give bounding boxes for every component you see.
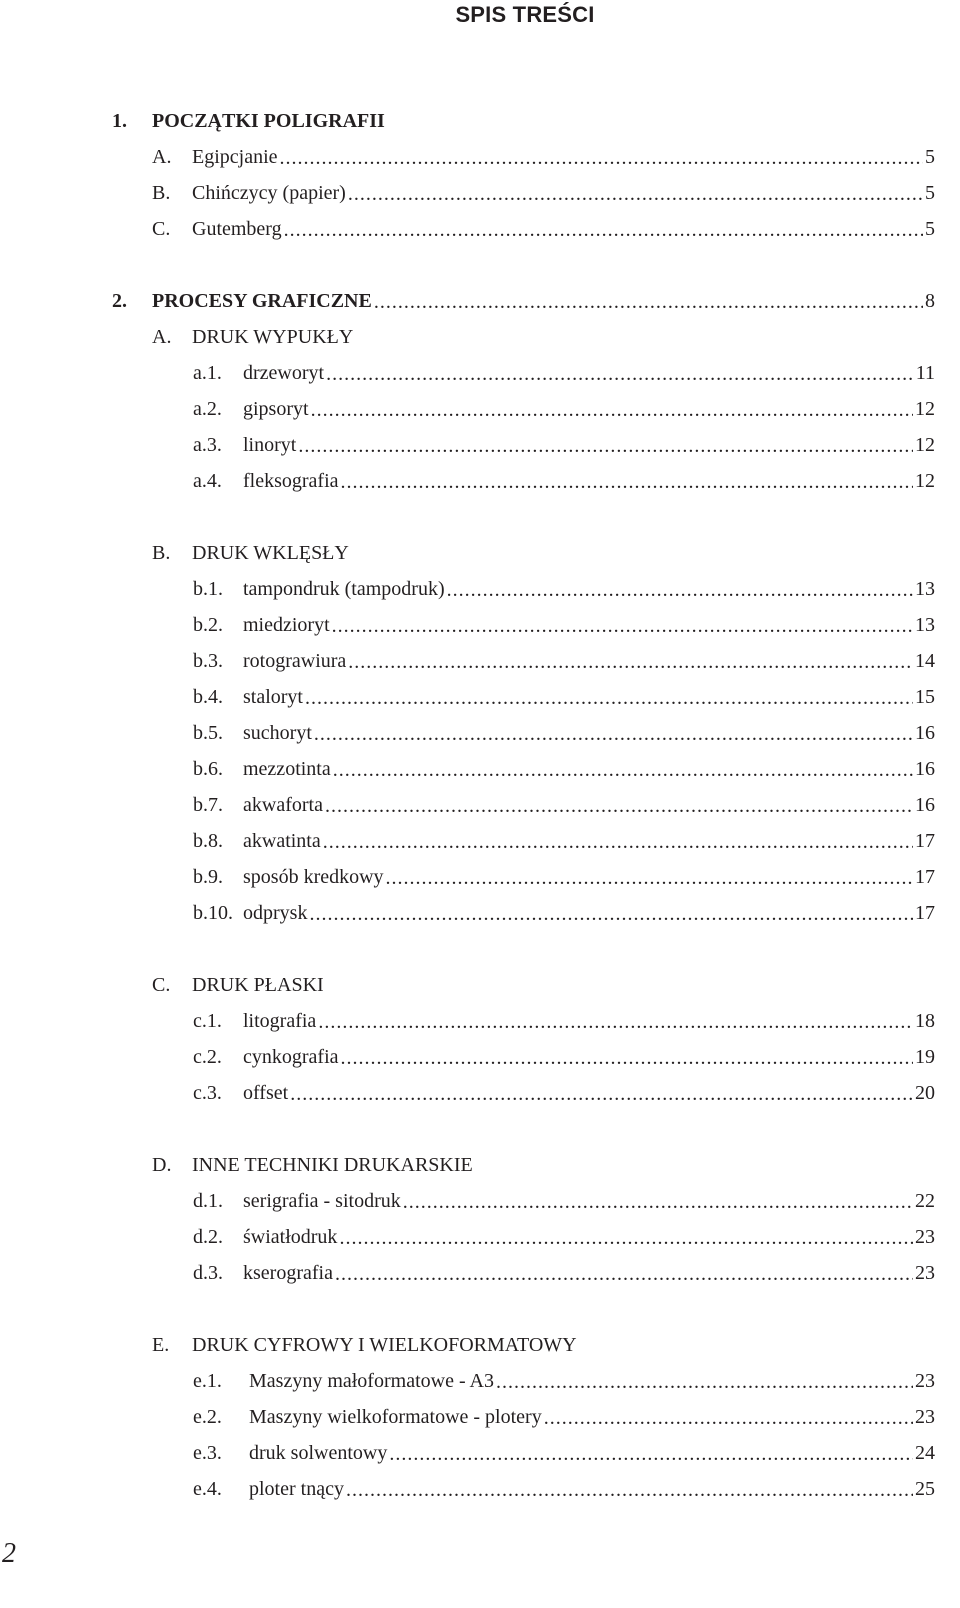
toc-label: DRUK PŁASKI: [192, 974, 324, 996]
toc-entry[interactable]: [193, 578, 935, 606]
toc-entry[interactable]: [193, 614, 935, 642]
toc-label: fleksografia: [243, 470, 339, 492]
toc-label: linoryt: [243, 434, 297, 456]
toc-number: c.2.: [193, 1046, 222, 1068]
dot-leader: [323, 831, 913, 853]
dot-leader: [298, 435, 913, 457]
toc-page-number: 23: [915, 1370, 935, 1392]
toc-number: A.: [152, 146, 172, 168]
toc-page-number: 14: [915, 650, 935, 672]
toc-entry[interactable]: [152, 182, 935, 210]
toc-number: e.3.: [193, 1442, 222, 1464]
toc-entry[interactable]: [193, 1406, 935, 1434]
toc-page-number: 5: [925, 146, 935, 168]
toc-number: a.3.: [193, 434, 222, 456]
toc-label: DRUK WKLĘSŁY: [192, 542, 349, 564]
toc-label: Maszyny wielkoformatowe - plotery: [249, 1406, 542, 1428]
toc-chapter[interactable]: [112, 290, 935, 318]
toc-number: E.: [152, 1334, 170, 1356]
toc-page-number: 12: [915, 398, 935, 420]
toc-page-number: 11: [915, 362, 935, 384]
toc-number: a.2.: [193, 398, 222, 420]
toc-number: b.2.: [193, 614, 223, 636]
dot-leader: [389, 1443, 913, 1465]
toc-label: rotograwiura: [243, 650, 347, 672]
toc-page-number: 25: [915, 1478, 935, 1500]
toc-number: C.: [152, 218, 171, 240]
dot-leader: [335, 1263, 913, 1285]
toc-number: a.1.: [193, 362, 222, 384]
toc-page-number: 23: [915, 1262, 935, 1284]
toc-page-number: 16: [915, 758, 935, 780]
toc-page-number: 13: [915, 614, 935, 636]
toc-page-number: 5: [925, 218, 935, 240]
toc-page-number: 15: [915, 686, 935, 708]
toc-number: c.1.: [193, 1010, 222, 1032]
toc-number: e.4.: [193, 1478, 222, 1500]
toc-label: akwaforta: [243, 794, 323, 816]
toc-label: sposób kredkowy: [243, 866, 384, 888]
toc-entry[interactable]: [193, 722, 935, 750]
toc-number: 1.: [112, 110, 127, 132]
toc-entry[interactable]: [152, 218, 935, 246]
dot-leader: [544, 1407, 913, 1429]
toc-number: D.: [152, 1154, 172, 1176]
toc-page-number: 22: [915, 1190, 935, 1212]
toc-label: światłodruk: [243, 1226, 338, 1248]
dot-leader: [305, 687, 913, 709]
toc-page-number: 23: [915, 1406, 935, 1428]
dot-leader: [403, 1191, 913, 1213]
toc-entry[interactable]: [193, 1082, 935, 1110]
toc-label: suchoryt: [243, 722, 312, 744]
toc-label: miedzioryt: [243, 614, 330, 636]
toc-entry[interactable]: [193, 650, 935, 678]
toc-number: b.5.: [193, 722, 223, 744]
toc-page-number: 24: [915, 1442, 935, 1464]
toc-label: tampondruk (tampodruk): [243, 578, 445, 600]
dot-leader: [326, 363, 914, 385]
toc-number: d.1.: [193, 1190, 223, 1212]
dot-leader: [348, 651, 913, 673]
dot-leader: [341, 1047, 913, 1069]
toc-label: akwatinta: [243, 830, 321, 852]
toc-entry[interactable]: [193, 398, 935, 426]
toc-number: b.4.: [193, 686, 223, 708]
toc-entry[interactable]: [193, 1010, 935, 1038]
dot-leader: [309, 903, 913, 925]
toc-label: litografia: [243, 1010, 317, 1032]
toc-page-number: 23: [915, 1226, 935, 1248]
toc-entry[interactable]: [193, 830, 935, 858]
toc-label: Gutemberg: [192, 218, 282, 240]
toc-page-number: 17: [915, 902, 935, 924]
toc-page-number: 13: [915, 578, 935, 600]
toc-number: B.: [152, 182, 171, 204]
toc-label: DRUK WYPUKŁY: [192, 326, 354, 348]
toc-label: PROCESY GRAFICZNE: [152, 290, 372, 312]
toc-label: mezzotinta: [243, 758, 331, 780]
dot-leader: [333, 759, 913, 781]
toc-page-number: 12: [915, 434, 935, 456]
toc-entry[interactable]: [193, 1046, 935, 1074]
toc-label: odprysk: [243, 902, 308, 924]
toc-page-number: 12: [915, 470, 935, 492]
toc-entry[interactable]: [193, 1478, 935, 1506]
dot-leader: [386, 867, 913, 889]
toc-number: a.4.: [193, 470, 222, 492]
toc-entry[interactable]: [193, 866, 935, 894]
page-title: SPIS TREŚCI: [455, 2, 595, 27]
toc-entry[interactable]: [193, 902, 935, 930]
toc-number: b.9.: [193, 866, 223, 888]
toc-section[interactable]: [152, 1334, 935, 1362]
toc-number: b.10.: [193, 902, 233, 924]
toc-number: d.3.: [193, 1262, 223, 1284]
toc-page-number: 5: [925, 182, 935, 204]
toc-entry[interactable]: [193, 1370, 935, 1398]
page-number: 2: [2, 1538, 16, 1569]
toc-entry[interactable]: [193, 686, 935, 714]
toc-number: 2.: [112, 290, 127, 312]
toc-section[interactable]: [152, 326, 935, 354]
toc-label: gipsoryt: [243, 398, 309, 420]
toc-label: POCZĄTKI POLIGRAFII: [152, 110, 385, 132]
toc-label: offset: [243, 1082, 289, 1104]
toc-page-number: 18: [915, 1010, 935, 1032]
toc-label: DRUK CYFROWY I WIELKOFORMATOWY: [192, 1334, 577, 1356]
dot-leader: [325, 795, 913, 817]
toc-entry[interactable]: [193, 470, 935, 498]
toc-number: b.1.: [193, 578, 223, 600]
toc-label: staloryt: [243, 686, 303, 708]
toc-page-number: 16: [915, 794, 935, 816]
dot-leader: [318, 1011, 913, 1033]
dot-leader: [290, 1083, 913, 1105]
toc-section[interactable]: [152, 1154, 935, 1182]
toc-label: druk solwentowy: [249, 1442, 388, 1464]
toc-page-number: 17: [915, 830, 935, 852]
dot-leader: [311, 399, 913, 421]
toc-entry[interactable]: [193, 758, 935, 786]
toc-number: C.: [152, 974, 171, 996]
dot-leader: [332, 615, 913, 637]
toc-number: A.: [152, 326, 172, 348]
toc-section[interactable]: [152, 974, 935, 1002]
toc-page-number: 17: [915, 866, 935, 888]
toc-entry[interactable]: [193, 1190, 935, 1218]
toc-number: e.1.: [193, 1370, 222, 1392]
toc-number: B.: [152, 542, 171, 564]
toc-label: kserografia: [243, 1262, 333, 1284]
toc-section[interactable]: [152, 542, 935, 570]
dot-leader: [447, 579, 913, 601]
toc-entry[interactable]: [193, 1226, 935, 1254]
dot-leader: [348, 183, 923, 205]
toc-label: drzeworyt: [243, 362, 325, 384]
toc-label: Chińczycy (papier): [192, 182, 346, 204]
toc-page-number: 16: [915, 722, 935, 744]
toc-number: b.3.: [193, 650, 223, 672]
toc-label: Maszyny małoformatowe - A3: [249, 1370, 494, 1392]
toc-label: serigrafia - sitodruk: [243, 1190, 401, 1212]
dot-leader: [374, 291, 923, 313]
dot-leader: [314, 723, 913, 745]
toc-entry[interactable]: [193, 794, 935, 822]
toc-chapter[interactable]: [112, 110, 934, 138]
dot-leader: [280, 147, 923, 169]
toc-entry[interactable]: [152, 146, 935, 174]
toc-label: ploter tnący: [249, 1478, 344, 1500]
dot-leader: [496, 1371, 913, 1393]
toc-page-number: 8: [925, 290, 935, 312]
toc-label: INNE TECHNIKI DRUKARSKIE: [192, 1154, 473, 1176]
toc-entry[interactable]: [193, 434, 935, 462]
dot-leader: [346, 1479, 913, 1501]
toc-number: d.2.: [193, 1226, 223, 1248]
toc-number: b.6.: [193, 758, 223, 780]
toc-entry[interactable]: [193, 362, 935, 390]
toc-label: Egipcjanie: [192, 146, 278, 168]
toc-number: b.7.: [193, 794, 223, 816]
toc-page-number: 20: [915, 1082, 935, 1104]
toc-entry[interactable]: [193, 1262, 935, 1290]
toc-entry[interactable]: [193, 1442, 935, 1470]
toc-number: c.3.: [193, 1082, 222, 1104]
toc-label: cynkografia: [243, 1046, 339, 1068]
toc-page-number: 19: [915, 1046, 935, 1068]
toc-number: b.8.: [193, 830, 223, 852]
dot-leader: [339, 1227, 913, 1249]
dot-leader: [341, 471, 913, 493]
toc-number: e.2.: [193, 1406, 222, 1428]
dot-leader: [284, 219, 923, 241]
